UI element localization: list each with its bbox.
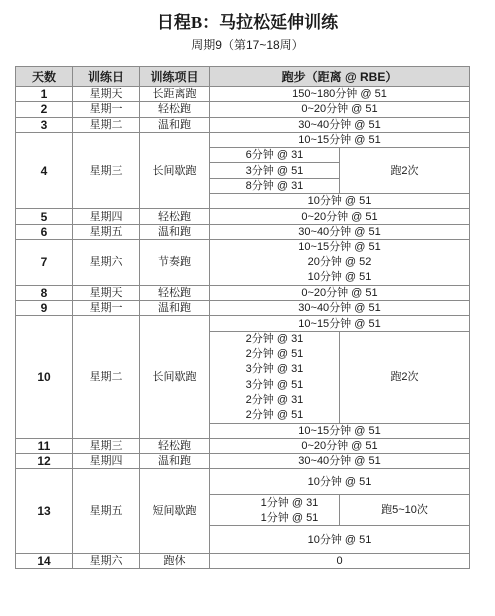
interval-segment: 8分钟 @ 31 [210, 178, 340, 193]
table-row [16, 87, 470, 102]
table-row [16, 209, 470, 224]
day-cell: 8 [16, 285, 73, 300]
header-run: 跑步（距离 @ RBE） [210, 67, 470, 87]
interval-segment: 6分钟 @ 31 [210, 148, 340, 163]
run-cell: 0~20分钟 @ 51 [210, 438, 470, 453]
interval-segment: 1分钟 @ 31 [210, 495, 340, 510]
table-row [16, 102, 470, 117]
interval-segment: 2分钟 @ 31 [210, 331, 340, 346]
item-cell: 节奏跑 [140, 239, 210, 285]
page-title: 日程B：马拉松延伸训练 [156, 13, 339, 32]
day-cell: 7 [16, 239, 73, 285]
repeat-cell: 跑2次 [340, 331, 470, 423]
interval-segment: 2分钟 @ 51 [210, 408, 340, 423]
table-row [16, 239, 470, 254]
run-cell: 150~180分钟 @ 51 [210, 87, 470, 102]
run-cell: 10~15分钟 @ 51 [210, 316, 470, 331]
day-cell: 11 [16, 438, 73, 453]
table-row [16, 224, 470, 239]
table-header-row [16, 67, 470, 87]
repeat-cell: 跑5~10次 [340, 495, 470, 526]
header-weekday: 训练日 [73, 67, 140, 87]
run-cell: 10分钟 @ 51 [210, 270, 470, 285]
weekday-cell: 星期六 [73, 554, 140, 569]
weekday-cell: 星期四 [73, 209, 140, 224]
item-cell: 轻松跑 [140, 285, 210, 300]
item-cell: 跑休 [140, 554, 210, 569]
run-cell: 10~15分钟 @ 51 [210, 423, 470, 438]
day-cell: 13 [16, 469, 73, 554]
weekday-cell: 星期天 [73, 87, 140, 102]
item-cell: 温和跑 [140, 224, 210, 239]
item-cell: 温和跑 [140, 117, 210, 132]
day-cell: 1 [16, 87, 73, 102]
table-row [16, 117, 470, 132]
weekday-cell: 星期三 [73, 132, 140, 208]
run-cell: 10分钟 @ 51 [210, 469, 470, 495]
item-cell: 温和跑 [140, 301, 210, 316]
interval-segment: 3分钟 @ 31 [210, 362, 340, 377]
weekday-cell: 星期二 [73, 316, 140, 438]
table-row [16, 316, 470, 331]
run-cell: 30~40分钟 @ 51 [210, 454, 470, 469]
run-cell: 0~20分钟 @ 51 [210, 285, 470, 300]
page-subtitle: 周期9（第17~18周） [191, 38, 304, 52]
run-cell: 30~40分钟 @ 51 [210, 301, 470, 316]
weekday-cell: 星期四 [73, 454, 140, 469]
item-cell: 长距离跑 [140, 87, 210, 102]
repeat-cell: 跑2次 [340, 148, 470, 194]
weekday-cell: 星期三 [73, 438, 140, 453]
item-cell: 温和跑 [140, 454, 210, 469]
day-cell: 4 [16, 132, 73, 208]
run-cell: 0~20分钟 @ 51 [210, 209, 470, 224]
interval-segment: 2分钟 @ 51 [210, 347, 340, 362]
weekday-cell: 星期一 [73, 102, 140, 117]
item-cell: 轻松跑 [140, 209, 210, 224]
weekday-cell: 星期一 [73, 301, 140, 316]
weekday-cell: 星期天 [73, 285, 140, 300]
item-cell: 轻松跑 [140, 438, 210, 453]
day-cell: 3 [16, 117, 73, 132]
table-row [16, 454, 470, 469]
training-schedule-table [15, 66, 470, 569]
table-row [16, 554, 470, 569]
item-cell: 长间歇跑 [140, 316, 210, 438]
day-cell: 12 [16, 454, 73, 469]
weekday-cell: 星期五 [73, 469, 140, 554]
run-cell: 10分钟 @ 51 [210, 194, 470, 209]
table-row [16, 438, 470, 453]
header-day: 天数 [16, 67, 73, 87]
interval-segment: 2分钟 @ 31 [210, 392, 340, 407]
run-cell: 0 [210, 554, 470, 569]
run-cell: 30~40分钟 @ 51 [210, 224, 470, 239]
day-cell: 5 [16, 209, 73, 224]
item-cell: 长间歇跑 [140, 132, 210, 208]
weekday-cell: 星期六 [73, 239, 140, 285]
run-cell: 10~15分钟 @ 51 [210, 239, 470, 254]
day-cell: 2 [16, 102, 73, 117]
interval-segment: 3分钟 @ 51 [210, 377, 340, 392]
item-cell: 轻松跑 [140, 102, 210, 117]
table-row [16, 132, 470, 147]
table-row [16, 469, 470, 495]
weekday-cell: 星期五 [73, 224, 140, 239]
run-cell: 20分钟 @ 52 [210, 255, 470, 270]
run-cell: 10~15分钟 @ 51 [210, 132, 470, 147]
day-cell: 6 [16, 224, 73, 239]
day-cell: 9 [16, 301, 73, 316]
item-cell: 短间歇跑 [140, 469, 210, 554]
weekday-cell: 星期二 [73, 117, 140, 132]
run-cell: 10分钟 @ 51 [210, 526, 470, 554]
day-cell: 14 [16, 554, 73, 569]
interval-segment: 3分钟 @ 51 [210, 163, 340, 178]
table-row [16, 285, 470, 300]
interval-segment: 1分钟 @ 51 [210, 510, 340, 525]
day-cell: 10 [16, 316, 73, 438]
run-cell: 30~40分钟 @ 51 [210, 117, 470, 132]
run-cell: 0~20分钟 @ 51 [210, 102, 470, 117]
header-item: 训练项目 [140, 67, 210, 87]
table-row [16, 301, 470, 316]
